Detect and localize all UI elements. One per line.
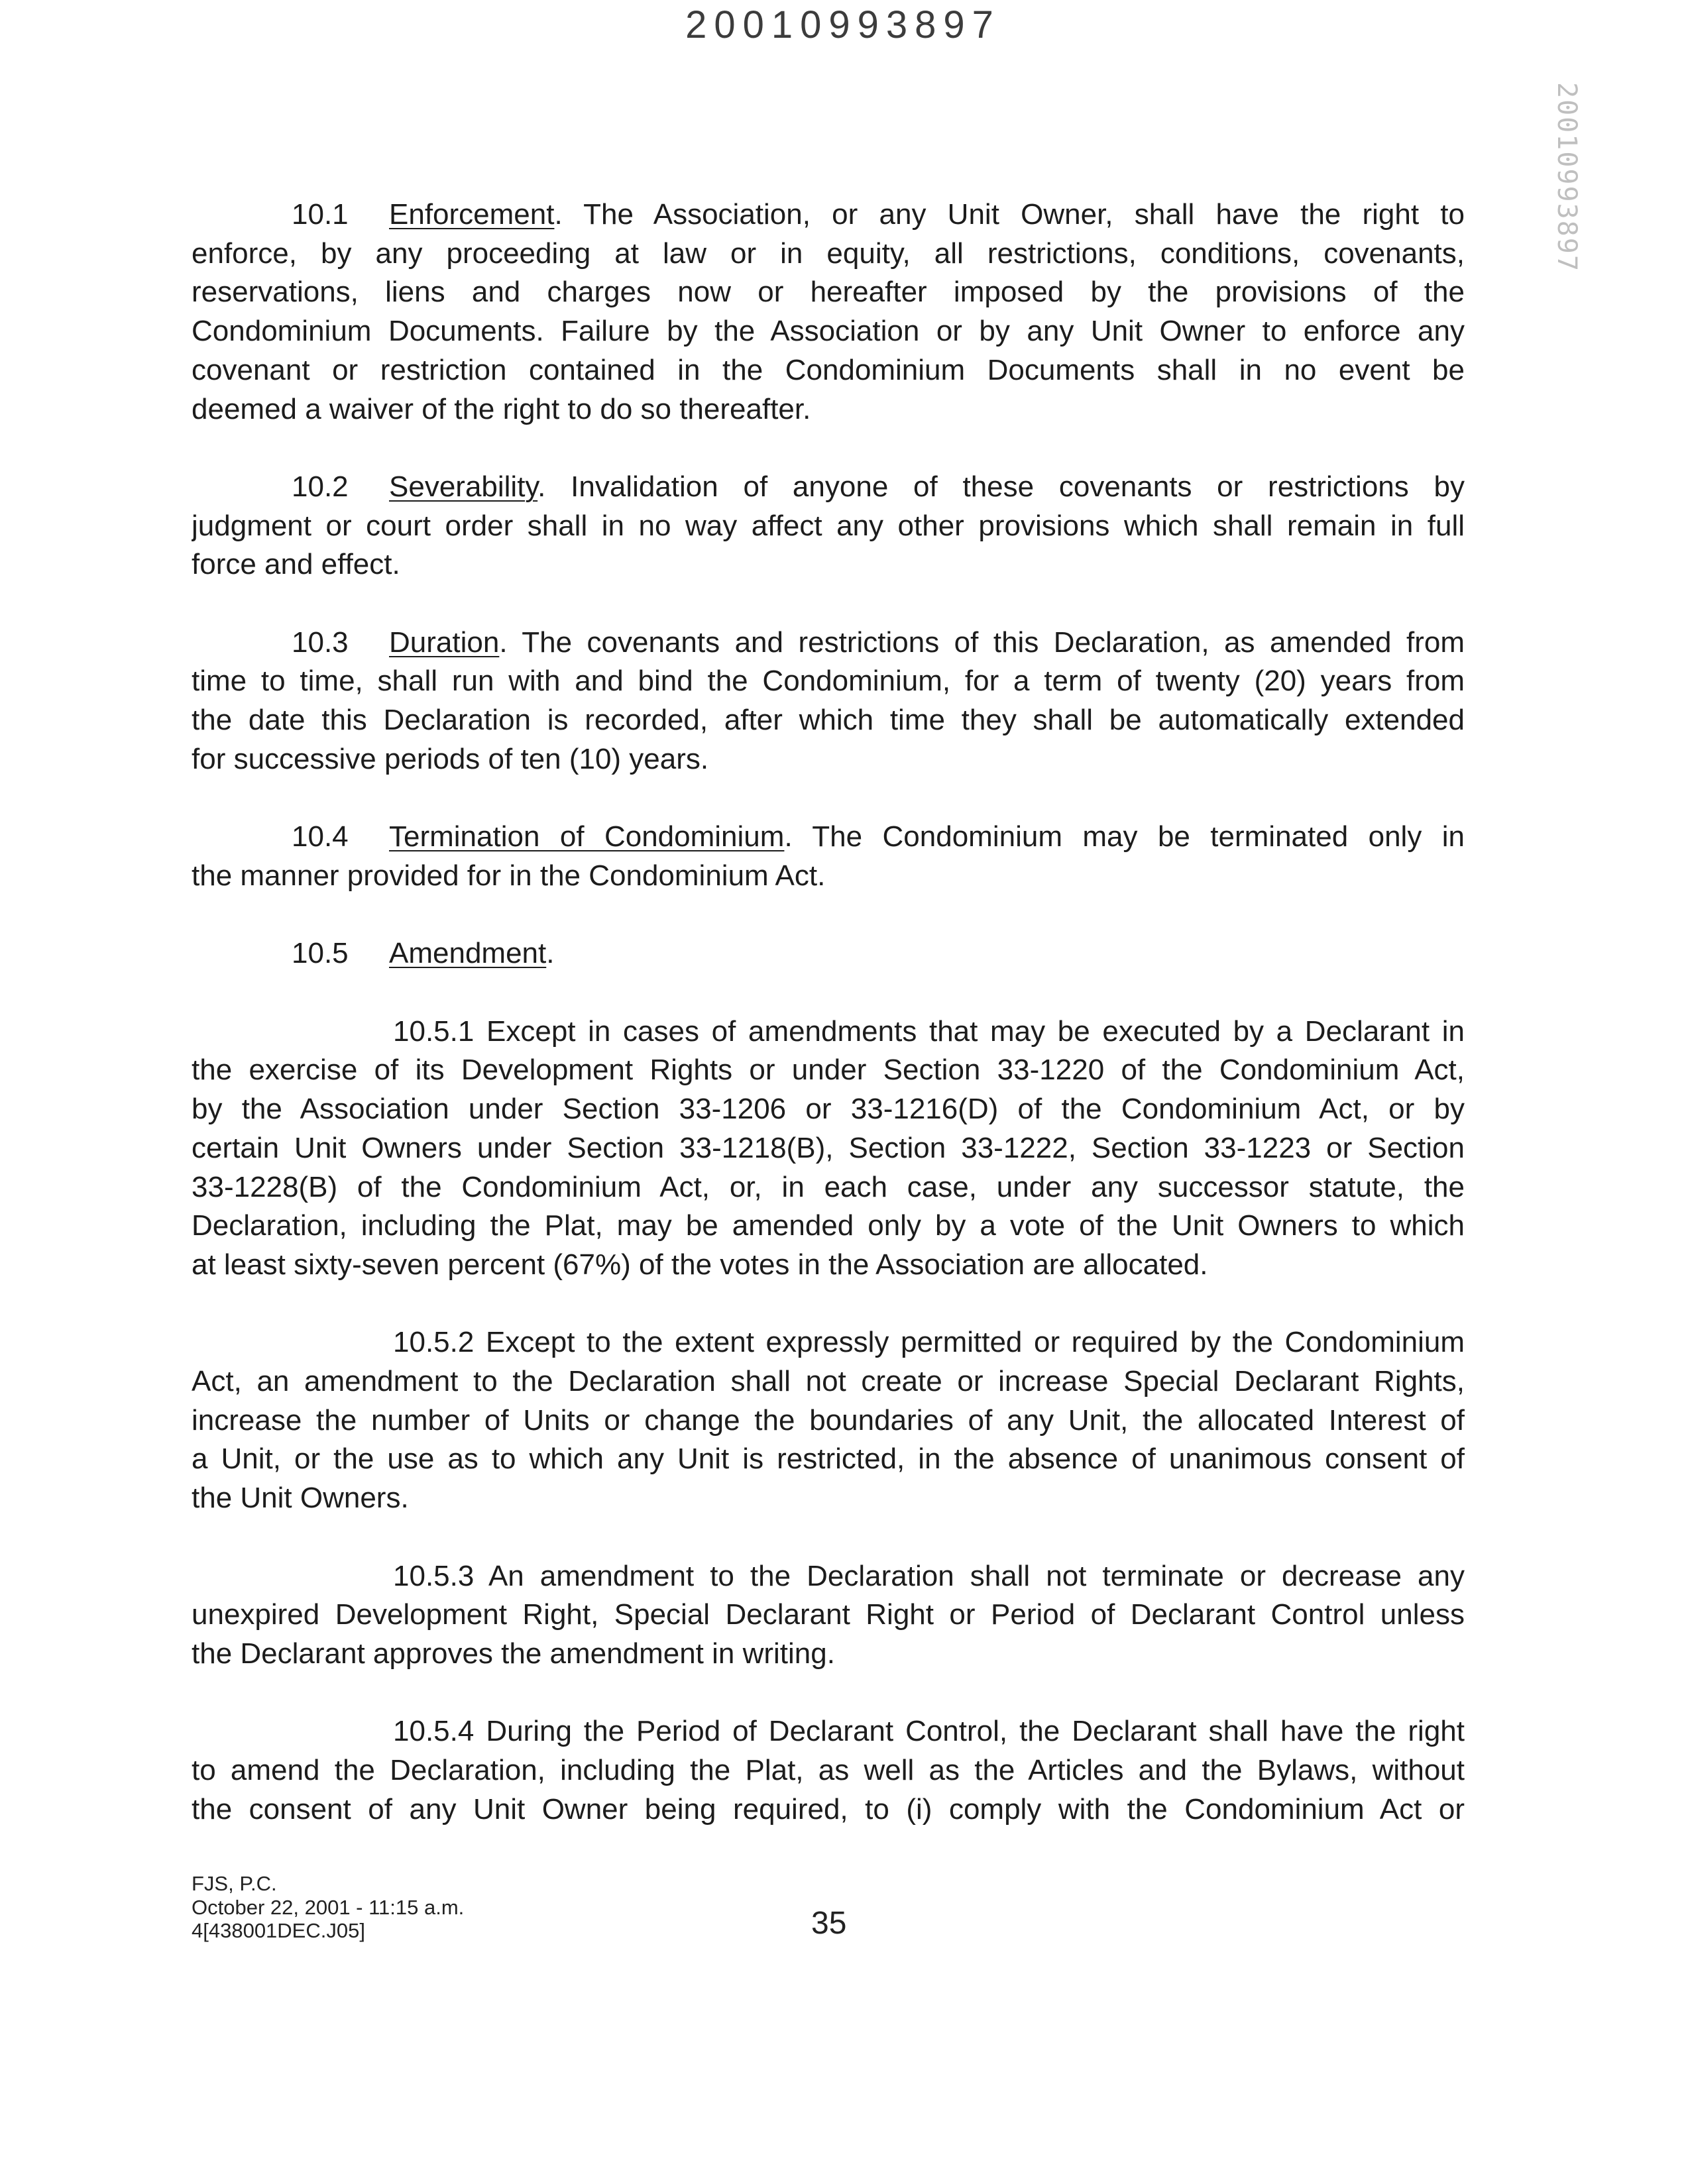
- paragraph-line: reservations, liens and charges now or hereafter imposed by the provisions of the: [192, 276, 1465, 309]
- paragraph-line: the manner provided for in the Condominium Act.: [192, 859, 826, 892]
- paragraph-line: certain Unit Owners under Section 33-1218(B), Section 33-1222, Section 33-1223 or Section: [192, 1131, 1465, 1164]
- paragraph-line: increase the number of Units or change the boundaries of any Unit, the allocated Interest of: [192, 1403, 1465, 1437]
- paragraph-10-5: [192, 934, 1465, 973]
- paragraph-line: the Declarant approves the amendment in writing.: [192, 1637, 835, 1670]
- section-first-text: . The Association, or any Unit Owner, shall have the right to: [554, 198, 1465, 231]
- document-number-header: 20010993897: [685, 3, 1001, 46]
- section-first-text: Except in cases of amendments that may be executed by a Declarant in: [486, 1014, 1465, 1048]
- paragraph-line: a Unit, or the use as to which any Unit is restricted, in the absence of unanimous consent of: [192, 1443, 1465, 1476]
- paragraph-first-line: [192, 934, 1465, 973]
- paragraph-10-5-1: [192, 1012, 1465, 1285]
- section-heading: Enforcement: [389, 198, 555, 231]
- paragraph-line: force and effect.: [192, 548, 400, 581]
- paragraph-line: the consent of any Unit Owner being required, to (i) comply with the Condominium Act or: [192, 1792, 1465, 1826]
- paragraph-line: enforce, by any proceeding at law or in equity, all restrictions, conditions, covenants,: [192, 237, 1465, 270]
- section-heading: Termination of Condominium: [389, 820, 785, 853]
- section-number: 10.2: [292, 470, 349, 503]
- section-number: 10.5: [292, 937, 349, 970]
- paragraph-line: judgment or court order shall in no way affect any other provisions which shall remain in full: [192, 509, 1465, 542]
- paragraph-first-line: [192, 1557, 1465, 1596]
- paragraph-first-line: [192, 468, 1465, 507]
- page-number: 35: [811, 1906, 847, 1941]
- paragraph-line: Declaration, including the Plat, may be amended only by a vote of the Unit Owners to which: [192, 1209, 1465, 1242]
- paragraph-10-4: [192, 818, 1465, 895]
- section-heading: Amendment: [389, 937, 547, 970]
- section-heading: Duration: [389, 626, 500, 659]
- paragraph-10-3: [192, 624, 1465, 779]
- footer-firm: FJS, P.C.: [192, 1872, 277, 1895]
- section-number: 10.5.1: [393, 1014, 475, 1048]
- paragraph-line: deemed a waiver of the right to do so thereafter.: [192, 392, 811, 425]
- section-first-text: During the Period of Declarant Control, the Declarant shall have the right: [486, 1715, 1465, 1748]
- paragraph-10-1: [192, 195, 1465, 429]
- paragraph-line: the exercise of its Development Rights or under Section 33-1220 of the Condominium Act,: [192, 1054, 1465, 1087]
- paragraph-10-5-2: [192, 1323, 1465, 1518]
- paragraph-line: 33-1228(B) of the Condominium Act, or, in each case, under any successor statute, the: [192, 1170, 1465, 1203]
- section-number: 10.1: [292, 198, 349, 231]
- section-first-text: Except to the extent expressly permitted or required by the Condominium: [485, 1326, 1465, 1359]
- section-number: 10.3: [292, 626, 349, 659]
- footer-block: [192, 1872, 464, 1943]
- section-number: 10.5.3: [393, 1559, 475, 1592]
- paragraph-line: time to time, shall run with and bind the Condominium, for a term of twenty (20) years from: [192, 665, 1465, 698]
- paragraph-10-2: [192, 468, 1465, 584]
- paragraph-line: covenant or restriction contained in the Condominium Documents shall in no event be: [192, 353, 1465, 386]
- margin-recording-stamp: 20010993897: [1551, 82, 1582, 272]
- section-first-text: . The Condominium may be terminated only in: [784, 820, 1465, 853]
- document-body: [192, 195, 1465, 1829]
- paragraph-line: by the Association under Section 33-1206 or 33-1216(D) of the Condominium Act, or by: [192, 1093, 1465, 1126]
- paragraph-first-line: [192, 1323, 1465, 1362]
- paragraph-first-line: [192, 1712, 1465, 1751]
- paragraph-first-line: [192, 195, 1465, 235]
- section-number: 10.5.4: [393, 1715, 475, 1748]
- section-number: 10.5.2: [393, 1326, 475, 1359]
- section-first-text: . The covenants and restrictions of this Declaration, as amended from: [499, 626, 1465, 659]
- section-first-text: An amendment to the Declaration shall not terminate or decrease any: [488, 1559, 1465, 1592]
- paragraph-first-line: [192, 624, 1465, 663]
- paragraph-line: Act, an amendment to the Declaration shall not create or increase Special Declarant Rights,: [192, 1365, 1465, 1397]
- paragraph-first-line: [192, 818, 1465, 857]
- section-number: 10.4: [292, 820, 349, 853]
- footer-doc-id: 4[438001DEC.J05]: [192, 1919, 365, 1942]
- section-first-text: .: [546, 937, 555, 970]
- paragraph-10-5-4: [192, 1712, 1465, 1829]
- paragraph-line: the date this Declaration is recorded, after which time they shall be automatically extended: [192, 704, 1465, 737]
- paragraph-line: Condominium Documents. Failure by the Association or by any Unit Owner to enforce any: [192, 315, 1465, 348]
- paragraph-line: unexpired Development Right, Special Declarant Right or Period of Declarant Control unless: [192, 1598, 1465, 1631]
- footer-datetime: October 22, 2001 - 11:15 a.m.: [192, 1895, 465, 1919]
- paragraph-line: for successive periods of ten (10) years.: [192, 742, 709, 775]
- section-heading: Severability: [389, 470, 538, 503]
- paragraph-line: the Unit Owners.: [192, 1482, 409, 1515]
- paragraph-line: at least sixty-seven percent (67%) of the votes in the Association are allocated.: [192, 1248, 1208, 1281]
- section-first-text: . Invalidation of anyone of these covenants or restrictions by: [537, 470, 1465, 503]
- paragraph-line: to amend the Declaration, including the Plat, as well as the Articles and the Bylaws, without: [192, 1754, 1465, 1786]
- paragraph-first-line: [192, 1012, 1465, 1052]
- paragraph-10-5-3: [192, 1557, 1465, 1674]
